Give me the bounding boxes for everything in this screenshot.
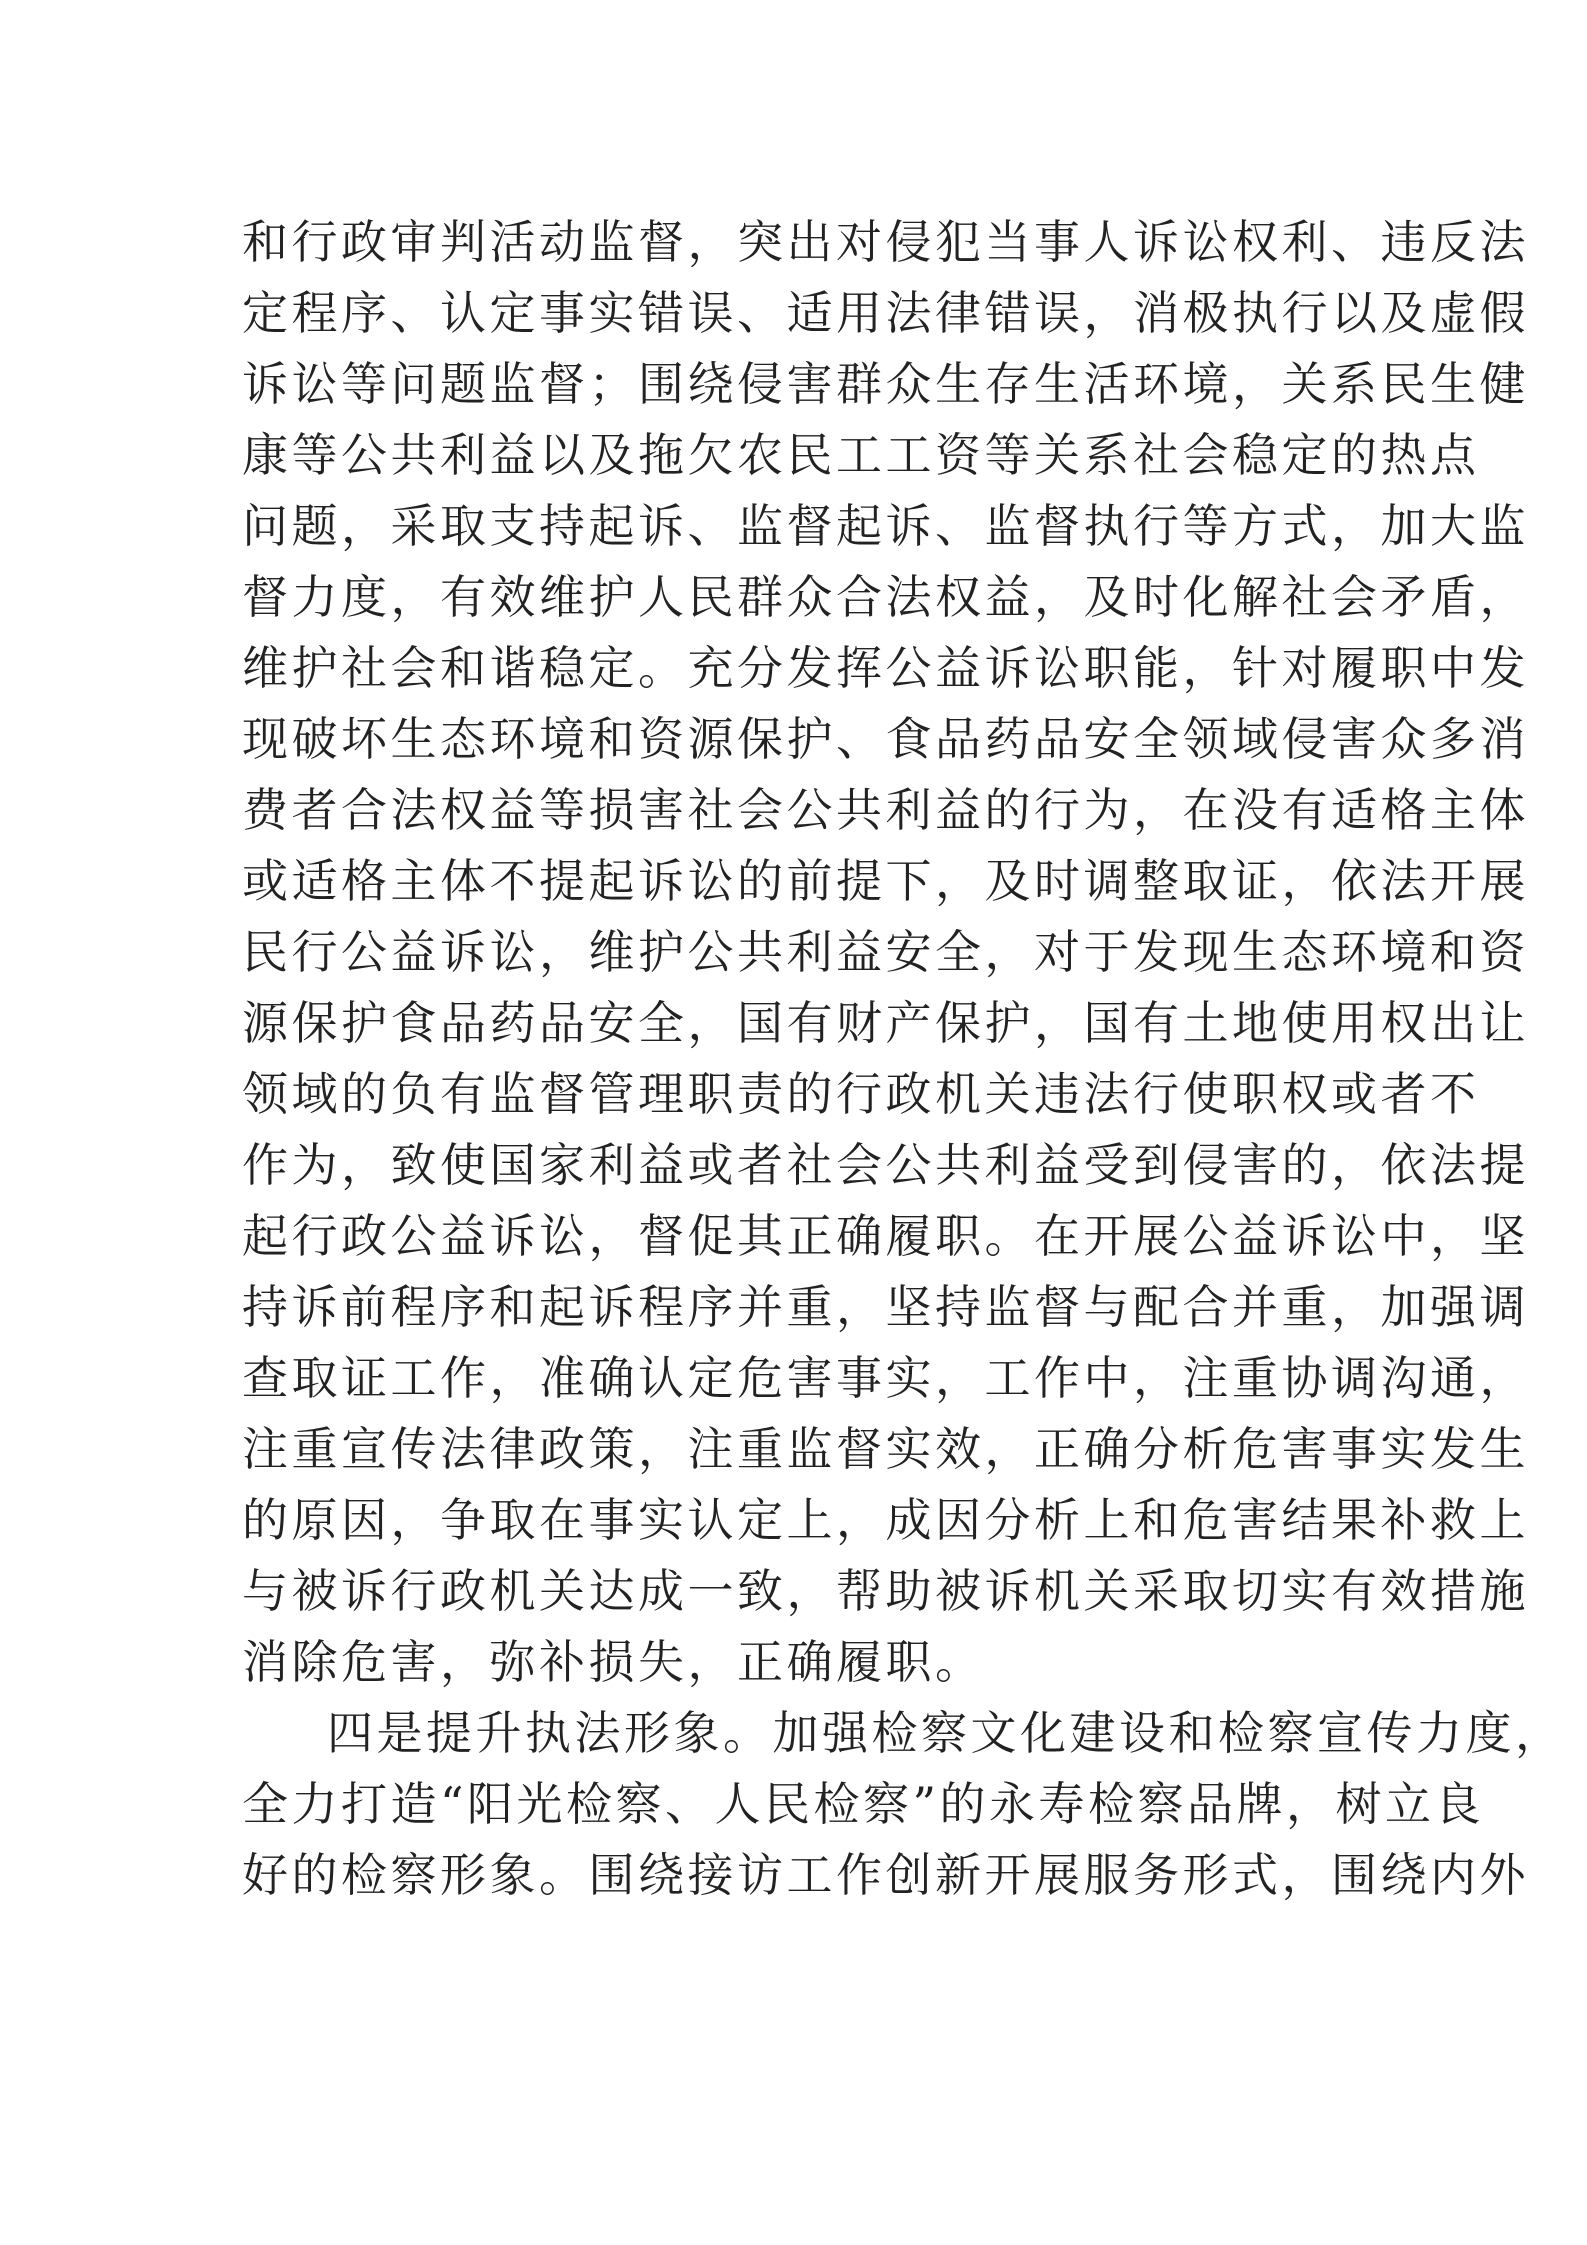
text-line: 作为，致使国家利益或者社会公共利益受到侵害的，依法提 [242, 1138, 1529, 1192]
text-line: 查取证工作，准确认定危害事实，工作中，注重协调沟通， [242, 1351, 1529, 1405]
text-line: 持诉前程序和起诉程序并重，坚持监督与配合并重，加强调 [242, 1280, 1529, 1334]
text-line: 起行政公益诉讼，督促其正确履职。在开展公益诉讼中，坚 [242, 1209, 1529, 1263]
text-line: 和行政审判活动监督，突出对侵犯当事人诉讼权利、违反法 [242, 215, 1529, 269]
text-line: 领域的负有监督管理职责的行政机关违法行使职权或者不 [242, 1067, 1480, 1121]
text-line: 消除危害，弥补损失，正确履职。 [242, 1635, 985, 1689]
text-line: 的原因，争取在事实认定上，成因分析上和危害结果补救上 [242, 1493, 1529, 1547]
text-line: 问题，采取支持起诉、监督起诉、监督执行等方式，加大监 [242, 499, 1529, 553]
text-line: 督力度，有效维护人民群众合法权益，及时化解社会矛盾， [242, 570, 1529, 624]
text-line: 康等公共利益以及拖欠农民工工资等关系社会稳定的热点 [242, 428, 1480, 482]
text-line: 全力打造“阳光检察、人民检察”的永寿检察品牌，树立良 [242, 1777, 1485, 1831]
text-line: 现破坏生态环境和资源保护、食品药品安全领域侵害众多消 [242, 712, 1529, 766]
paragraph-start-line: 四是提升执法形象。加强检察文化建设和检察宣传力度， [327, 1706, 1565, 1760]
text-line: 注重宣传法律政策，注重监督实效，正确分析危害事实发生 [242, 1422, 1529, 1476]
text-line: 源保护食品药品安全，国有财产保护，国有土地使用权出让 [242, 996, 1529, 1050]
text-line: 民行公益诉讼，维护公共利益安全，对于发现生态环境和资 [242, 925, 1529, 979]
text-line: 好的检察形象。围绕接访工作创新开展服务形式，围绕内外 [242, 1848, 1529, 1902]
text-line: 维护社会和谐稳定。充分发挥公益诉讼职能，针对履职中发 [242, 641, 1529, 695]
text-line: 费者合法权益等损害社会公共利益的行为，在没有适格主体 [242, 783, 1529, 837]
text-line: 诉讼等问题监督；围绕侵害群众生存生活环境，关系民生健 [242, 357, 1529, 411]
text-line: 或适格主体不提起诉讼的前提下，及时调整取证，依法开展 [242, 854, 1529, 908]
text-line: 定程序、认定事实错误、适用法律错误，消极执行以及虚假 [242, 286, 1529, 340]
text-line: 与被诉行政机关达成一致，帮助被诉机关采取切实有效措施 [242, 1564, 1529, 1618]
